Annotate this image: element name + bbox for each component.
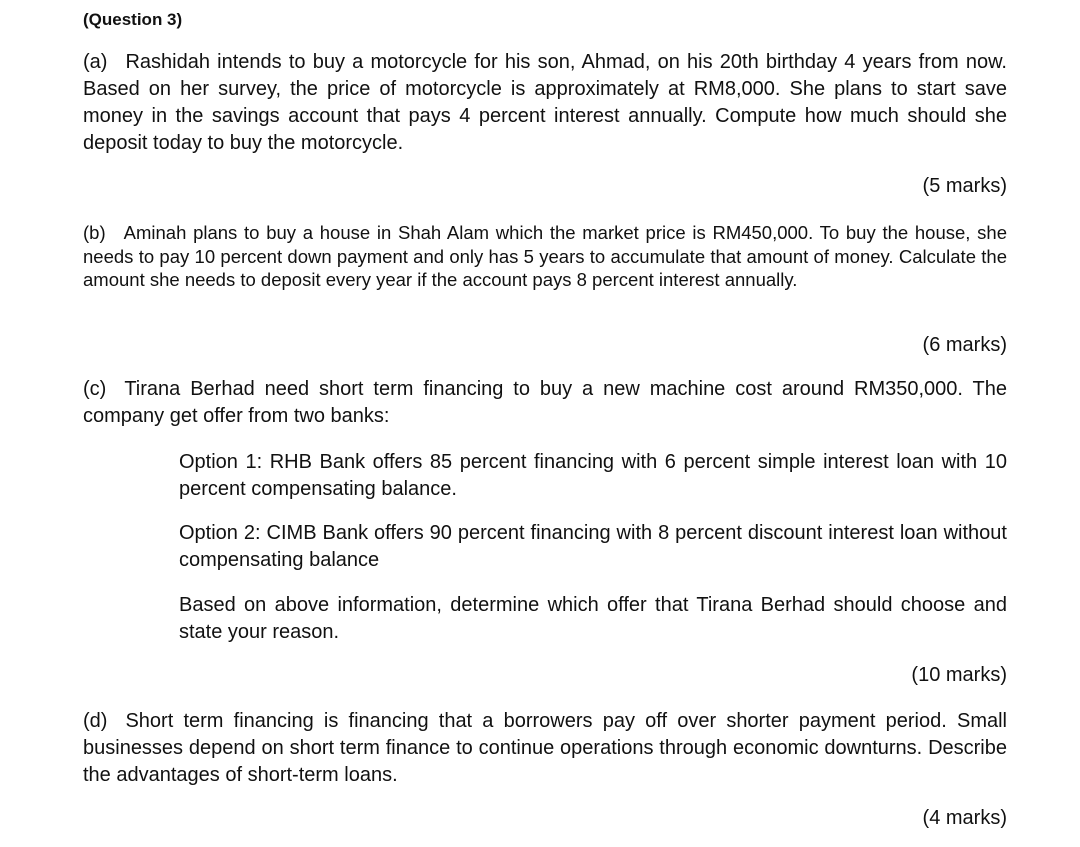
question-c-label: (c) <box>83 378 107 400</box>
question-c-option-2: Option 2: CIMB Bank offers 90 percent financing with 8 percent discount interest loan without compensating balance <box>179 522 1007 571</box>
question-a-label: (a) <box>83 51 108 73</box>
question-c <box>83 376 1007 430</box>
question-c-text: Tirana Berhad need short term financing to buy a new machine cost around RM350,000. The company get offer from two banks: <box>83 378 1007 427</box>
question-b-label: (b) <box>83 222 106 243</box>
question-a <box>83 49 1007 157</box>
question-a-text: Rashidah intends to buy a motorcycle for his son, Ahmad, on his 20th birthday 4 years from now. Based on her survey, the price of motorcycle is approximately at RM8,000. She plans to start save money in the savings account that pays 4 percent interest annually. Compute how much should she deposit today to buy the motorcycle. <box>83 51 1007 154</box>
question-b-text: Aminah plans to buy a house in Shah Alam which the market price is RM450,000. To buy the house, she needs to pay 10 percent down payment and only has 5 years to accumulate that amount of money. Calculate the amount she needs to deposit every year if the account pays 8 percent interest annually. <box>83 222 1007 290</box>
question-heading: (Question 3) <box>83 10 183 29</box>
question-d-text: Short term financing is financing that a borrowers pay off over shorter payment period. Small businesses depend on short term finance to continue operations through economic downturns. Describe the advantages of short-term loans. <box>83 710 1007 786</box>
question-c-option-1: Option 1: RHB Bank offers 85 percent financing with 6 percent simple interest loan with 10 percent compensating balance. <box>179 451 1007 500</box>
question-b-marks: (6 marks) <box>922 334 1007 356</box>
question-a-marks: (5 marks) <box>922 175 1007 197</box>
question-c-marks: (10 marks) <box>911 664 1007 686</box>
question-d-marks: (4 marks) <box>922 807 1007 829</box>
question-d-label: (d) <box>83 710 108 732</box>
question-c-instruction: Based on above information, determine which offer that Tirana Berhad should choose and state your reason. <box>179 594 1007 643</box>
question-d <box>83 708 1007 789</box>
question-b <box>83 221 1007 292</box>
